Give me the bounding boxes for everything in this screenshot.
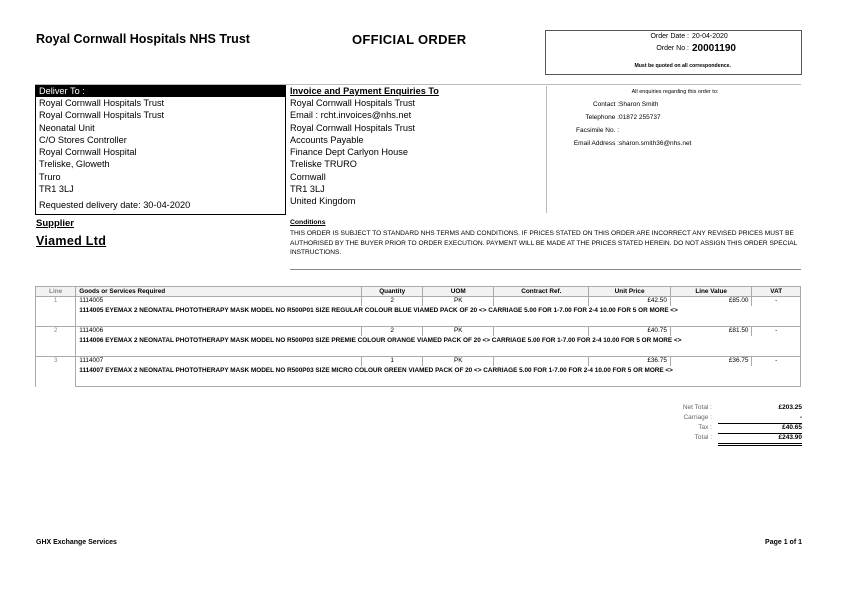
net-total-value: £203.25 <box>778 404 802 411</box>
telephone-label: Telephone : <box>585 114 619 121</box>
order-date-label: Order Date : <box>650 33 689 40</box>
item-quantity: 2 <box>362 327 423 337</box>
item-description: 1114007 EYEMAX 2 NEONATAL PHOTOTHERAPY MASK MODEL NO R500P03 SIZE MICRO COLOUR GREEN VIAMED PACK OF 20 <> CARRIAGE 5.00 FOR 1-7.00 FOR 2-4 10.00 FOR 5 OR MORE <> <box>76 366 801 387</box>
carriage-label: Carriage : <box>683 414 712 421</box>
order-no-note: Must be quoted on all correspondence. <box>634 63 731 69</box>
table-row <box>36 327 801 337</box>
item-unit-price: £36.75 <box>589 357 671 367</box>
item-quantity: 2 <box>362 297 423 307</box>
item-code: 1114006 <box>76 327 362 337</box>
invoice-line: Royal Cornwall Hospitals Trust <box>290 98 416 108</box>
email-row <box>547 137 803 150</box>
item-line-value: £36.75 <box>670 357 752 367</box>
tax-value: £40.65 <box>718 423 802 434</box>
page-number: Page 1 of 1 <box>765 539 802 546</box>
email-label: Email Address : <box>573 140 619 147</box>
deliver-to-line: C/O Stores Controller <box>39 134 127 145</box>
line-number: 3 <box>36 357 76 387</box>
totals-block <box>660 403 802 443</box>
telephone-value: 01872 255737 <box>619 114 661 121</box>
deliver-to-line: Royal Cornwall Hospitals Trust <box>39 98 165 108</box>
table-row-description <box>36 336 801 357</box>
deliver-to-header: Deliver To : <box>36 86 285 97</box>
deliver-to-line: Truro <box>39 171 61 182</box>
order-lines-table <box>35 286 801 387</box>
item-unit-price: £42.50 <box>589 297 671 307</box>
item-vat: - <box>752 297 801 307</box>
deliver-to-line: Neonatal Unit <box>39 122 95 133</box>
order-info-box <box>545 30 802 75</box>
invoice-line: Royal Cornwall Hospitals Trust <box>290 122 416 133</box>
item-line-value: £81.50 <box>670 327 752 337</box>
item-description: 1114006 EYEMAX 2 NEONATAL PHOTOTHERAPY MASK MODEL NO R500P03 SIZE PREMIE COLOUR ORANGE VIAMED PACK OF 20 <> CARRIAGE 5.00 FOR 1-7.00 FOR 2-4 10.00 FOR 5 OR MORE <> <box>76 336 801 357</box>
deliver-to-line: Royal Cornwall Hospital <box>39 147 137 158</box>
contact-value: Sharon Smith <box>619 101 659 108</box>
invoice-line: United Kingdom <box>290 196 356 207</box>
carriage-value: - <box>718 413 802 424</box>
total-value: £243.90 <box>718 433 802 446</box>
net-total-label: Net Total : <box>682 404 712 411</box>
column-header-line: Line <box>36 287 76 297</box>
contact-hint: All enquiries regarding this order to: <box>631 89 719 95</box>
facsimile-label: Facsimile No. : <box>576 127 619 134</box>
table-header-row <box>36 287 801 297</box>
tax-row <box>660 423 802 433</box>
item-line-value: £85.00 <box>670 297 752 307</box>
column-header-uom: UOM <box>423 287 494 297</box>
total-label: Total : <box>694 434 712 441</box>
column-header-unit-price: Unit Price <box>589 287 671 297</box>
deliver-to-line: Treliske, Gloweth <box>39 159 110 170</box>
invoice-line: Treliske TRURO <box>290 159 357 170</box>
supplier-name: Viamed Ltd <box>36 234 107 248</box>
invoice-enquiries-header: Invoice and Payment Enquiries To <box>290 86 439 96</box>
order-date-value: 20-04-2020 <box>692 33 728 40</box>
telephone-row <box>547 111 803 124</box>
column-header-line-value: Line Value <box>670 287 752 297</box>
document-title: OFFICIAL ORDER <box>352 32 467 47</box>
item-contract-ref <box>494 297 589 307</box>
tax-label: Tax : <box>698 424 712 431</box>
table-row <box>36 297 801 307</box>
invoice-line: Accounts Payable <box>290 134 364 145</box>
organisation-name: Royal Cornwall Hospitals NHS Trust <box>36 32 250 46</box>
deliver-to-line: Royal Cornwall Hospitals Trust <box>39 110 165 121</box>
contact-block <box>546 86 803 213</box>
invoice-email-link[interactable]: Email : rcht.invoices@nhs.net <box>290 110 412 121</box>
item-uom: PK <box>423 357 494 367</box>
column-header-goods: Goods or Services Required <box>76 287 362 297</box>
item-uom: PK <box>423 297 494 307</box>
conditions-header: Conditions <box>290 219 326 226</box>
invoice-line: Finance Dept Carlyon House <box>290 147 408 158</box>
item-code: 1114005 <box>76 297 362 307</box>
item-contract-ref <box>494 357 589 367</box>
table-row <box>36 357 801 367</box>
item-contract-ref <box>494 327 589 337</box>
line-number: 1 <box>36 297 76 327</box>
conditions-block <box>290 219 801 270</box>
column-header-vat: VAT <box>752 287 801 297</box>
carriage-row <box>660 413 802 423</box>
footer-provider: GHX Exchange Services <box>36 539 117 546</box>
deliver-to-line: TR1 3LJ <box>39 184 74 195</box>
column-header-quantity: Quantity <box>362 287 423 297</box>
item-vat: - <box>752 357 801 367</box>
contact-label: Contact : <box>592 101 619 108</box>
table-row-description <box>36 306 801 327</box>
item-vat: - <box>752 327 801 337</box>
order-no-label: Order No : <box>656 45 689 52</box>
supplier-label: Supplier <box>36 218 75 229</box>
table-row-description <box>36 366 801 387</box>
contact-row <box>547 98 803 111</box>
requested-delivery-date: Requested delivery date: 30-04-2020 <box>39 200 191 211</box>
email-link[interactable]: sharon.smith36@nhs.net <box>619 140 692 147</box>
item-quantity: 1 <box>362 357 423 367</box>
net-total-row <box>660 403 802 413</box>
deliver-to-box <box>35 85 286 215</box>
item-uom: PK <box>423 327 494 337</box>
item-code: 1114007 <box>76 357 362 367</box>
line-number: 2 <box>36 327 76 357</box>
column-header-contract-ref: Contract Ref. <box>494 287 589 297</box>
item-description: 1114005 EYEMAX 2 NEONATAL PHOTOTHERAPY MASK MODEL NO R500P01 SIZE REGULAR COLOUR BLUE VIAMED PACK OF 20 <> CARRIAGE 5.00 FOR 1-7.00 FOR 2-4 10.00 FOR 5 OR MORE <> <box>76 306 801 327</box>
invoice-enquiries-block <box>290 85 545 208</box>
conditions-text: THIS ORDER IS SUBJECT TO STANDARD NHS TERMS AND CONDITIONS. IF PRICES STATED ON THIS ORDER ARE INCORRECT ANY REVISED PRICES MUST BE AUTHORISED BY THE BUYER PRIOR TO ORDER EXECUTION. PAYMENT WILL BE MADE AT THE PRICES STATED HEREIN. DO NOT ASSIGN THIS ORDER SPECIAL INSTRUCTIONS. <box>290 230 798 256</box>
invoice-line: TR1 3LJ <box>290 184 325 195</box>
facsimile-row <box>547 124 803 137</box>
total-row <box>660 433 802 443</box>
invoice-line: Cornwall <box>290 171 326 182</box>
order-no-value: 20001190 <box>692 43 736 54</box>
item-unit-price: £40.75 <box>589 327 671 337</box>
